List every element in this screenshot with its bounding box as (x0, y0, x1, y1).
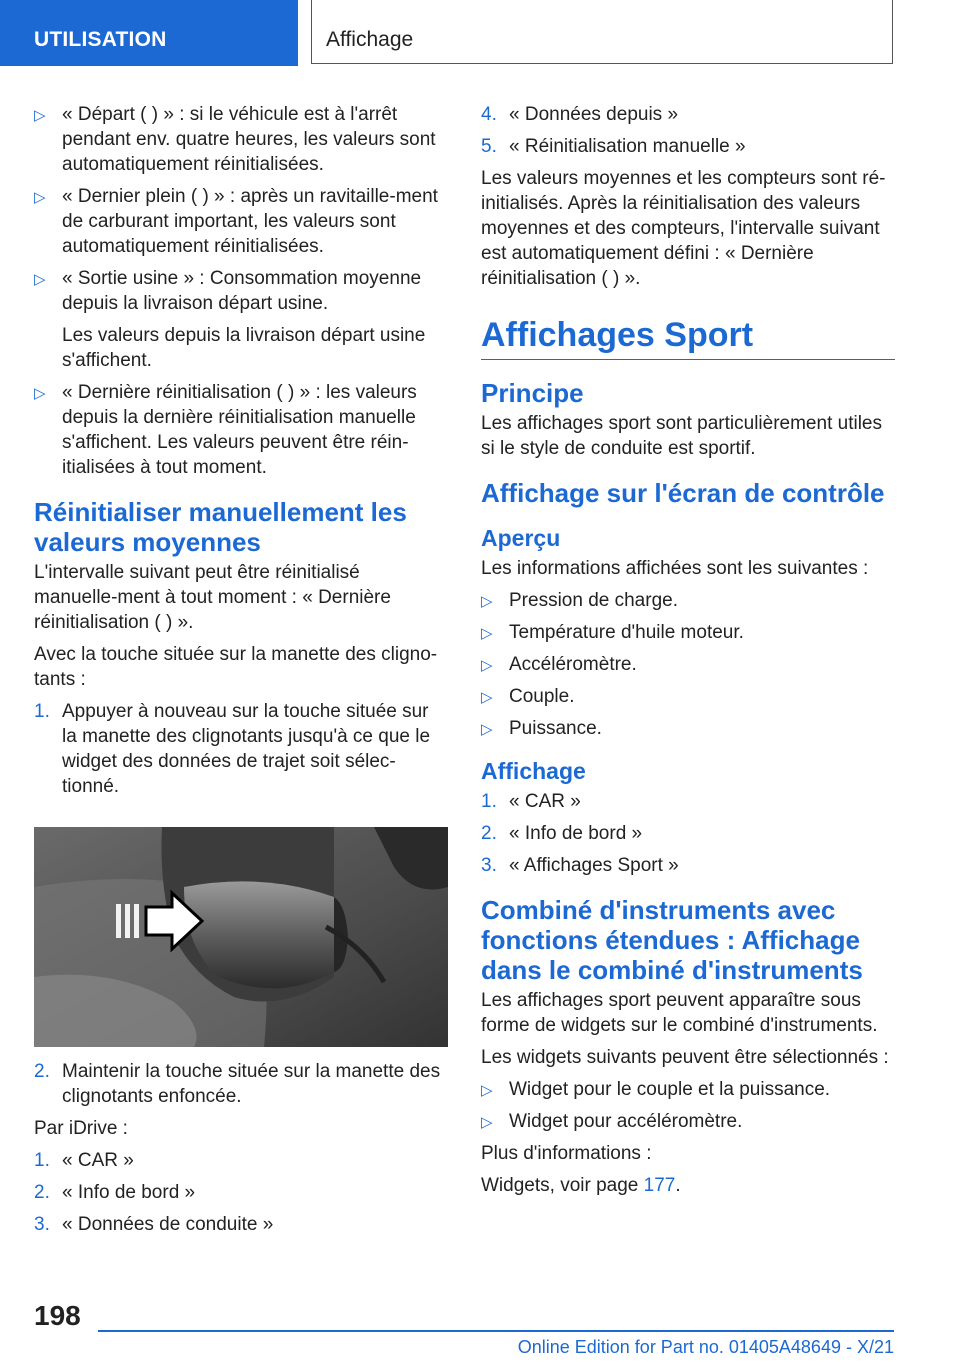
menu-step: 1. « CAR » (34, 1150, 134, 1171)
heading-instrument-cluster: Combiné d'instruments avec fonctions étendues : Affichage dans le combiné d'instruments (481, 895, 863, 985)
list-item: ▷ « Départ ( ) » : si le véhicule est à l'arrêt pendant env. quatre heures, les valeurs sont automatiquement réinitialisées. (34, 104, 436, 175)
list-item: ▷ Couple. (481, 684, 895, 709)
list-item-note: Les valeurs depuis la livraison départ usine s'affichent. (62, 325, 426, 371)
triangle-bullet-icon: ▷ (34, 107, 46, 124)
left-column (34, 102, 446, 1244)
step-item: 2. Maintenir la touche située sur la manette des clignotants enfoncée. (34, 1061, 441, 1107)
right-column (481, 102, 895, 1205)
heading-reset: Réinitialiser manuellement les valeurs moyennes (34, 497, 407, 557)
paragraph: Par iDrive : (34, 1118, 128, 1139)
triangle-bullet-icon: ▷ (34, 385, 46, 402)
heading-overview: Aperçu (481, 525, 561, 551)
page-number: 198 (34, 1300, 81, 1331)
list-item: ▷ Puissance. (481, 716, 895, 741)
menu-step: 4. « Données depuis » (481, 104, 679, 125)
list-item: ▷ Température d'huile moteur. (481, 620, 895, 645)
menu-step: 3. « Affichages Sport » (481, 855, 679, 876)
list-item: ▷ Pression de charge. (481, 588, 895, 613)
triangle-bullet-icon: ▷ (481, 657, 493, 674)
section-title: UTILISATION (34, 28, 167, 51)
triangle-bullet-icon: ▷ (34, 189, 46, 206)
heading-display: Affichage (481, 758, 586, 784)
heading-control-display: Affichage sur l'écran de contrôle (481, 478, 885, 508)
section-tab (0, 0, 298, 66)
footer-edition: Online Edition for Part no. 01405A48649 - X/21 (517, 1337, 894, 1357)
menu-step: 1. « CAR » (481, 791, 581, 812)
triangle-bullet-icon: ▷ (481, 593, 493, 610)
triangle-bullet-icon: ▷ (481, 689, 493, 706)
chapter-tab (311, 0, 893, 64)
list-item: ▷ « Dernier plein ( ) » : après un ravitaille-ment de carburant important, les valeurs sont automatiquement réinitialisées. (34, 186, 438, 257)
lever-image (34, 827, 448, 1047)
menu-step: 3. « Données de conduite » (34, 1214, 274, 1235)
paragraph: Plus d'informations : (481, 1143, 652, 1164)
triangle-bullet-icon: ▷ (34, 271, 46, 288)
paragraph: Les affichages sport sont particulièrement utiles si le style de conduite est sportif. (481, 413, 882, 459)
triangle-bullet-icon: ▷ (481, 625, 493, 642)
list-item: ▷ Widget pour le couple et la puissance. (481, 1077, 895, 1102)
triangle-bullet-icon: ▷ (481, 1114, 493, 1131)
menu-step: 2. « Info de bord » (34, 1182, 196, 1203)
paragraph: Les valeurs moyennes et les compteurs sont ré-initialisés. Après la réinitialisation des valeurs moyennes et des compteurs, l'intervalle suivant est automatiquement défini : « Dernière réinitialisation ( ) ». (481, 168, 886, 289)
chapter-title: Affichage (326, 28, 414, 51)
footer-divider (98, 1330, 894, 1332)
paragraph: Avec la touche située sur la manette des cligno-tants : (34, 644, 438, 690)
heading-principle: Principe (481, 378, 584, 408)
heading-sport-displays: Affichages Sport (481, 313, 895, 360)
list-item: ▷ Accéléromètre. (481, 652, 895, 677)
menu-step: 2. « Info de bord » (481, 823, 643, 844)
turn-signal-lever-illustration (34, 827, 448, 1047)
triangle-bullet-icon: ▷ (481, 721, 493, 738)
step-item: 1. Appuyer à nouveau sur la touche située sur la manette des clignotants jusqu'à ce que le widget des données de trajet soit sélec-tionné. (34, 701, 431, 797)
paragraph: Widgets, voir page 177. (481, 1175, 681, 1196)
menu-step: 5. « Réinitialisation manuelle » (481, 136, 746, 157)
list-item: ▷ « Sortie usine » : Consommation moyenne depuis la livraison départ usine. (34, 268, 422, 314)
paragraph: Les widgets suivants peuvent être sélectionnés : (481, 1047, 889, 1068)
list-item: ▷ Widget pour accéléromètre. (481, 1109, 895, 1134)
page-header (0, 0, 960, 66)
paragraph: Les affichages sport peuvent apparaître sous forme de widgets sur le combiné d'instruments. (481, 990, 878, 1036)
paragraph: Les informations affichées sont les suivantes : (481, 558, 869, 579)
triangle-bullet-icon: ▷ (481, 1082, 493, 1099)
page-link[interactable]: 177 (643, 1175, 676, 1196)
list-item: ▷ « Dernière réinitialisation ( ) » : les valeurs depuis la dernière réinitialisation manuelle s'affichent. Les valeurs peuvent être réin-itialisées à tout moment. (34, 382, 417, 478)
paragraph: L'intervalle suivant peut être réinitialisé manuelle-ment à tout moment : « Dernière réinitialisation ( ) ». (34, 562, 391, 633)
